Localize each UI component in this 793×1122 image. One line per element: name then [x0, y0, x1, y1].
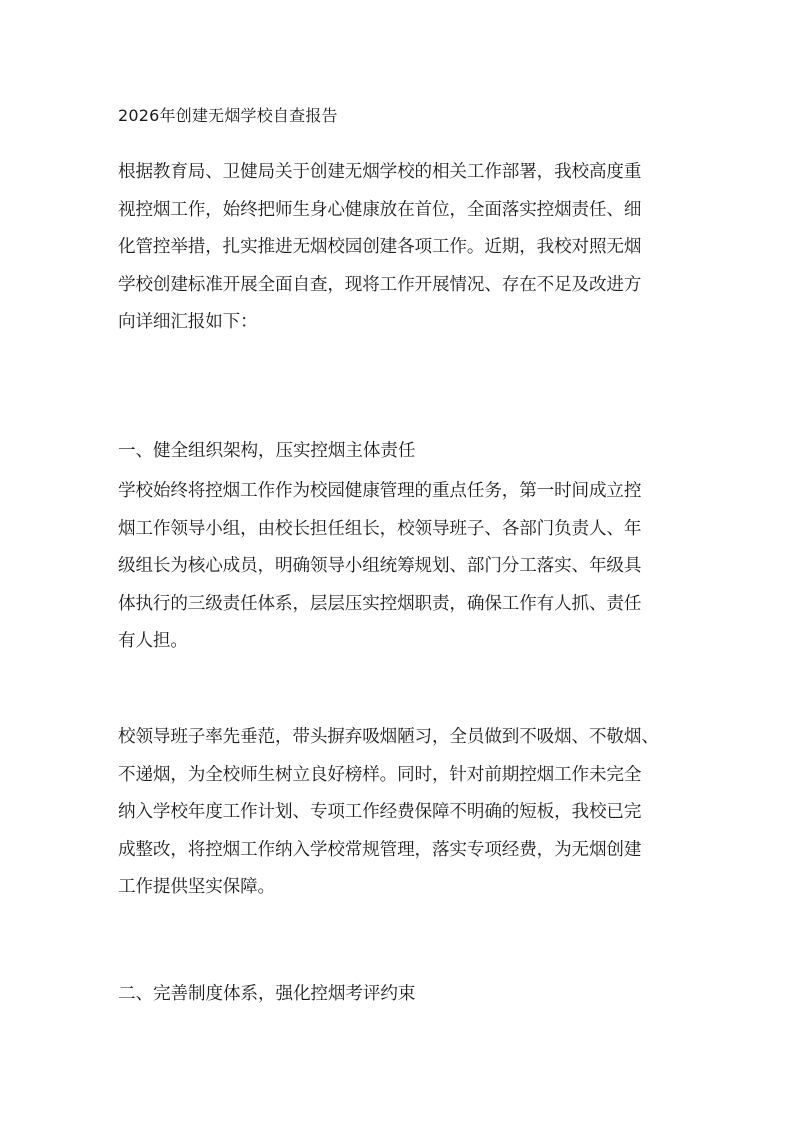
section-heading: 一、健全组织架构，压实控烟主体责任 — [118, 441, 416, 461]
text-line: 化管控举措，扎实推进无烟校园创建各项工作。近期，我校对照无烟 — [118, 237, 642, 257]
document-title: 2026年创建无烟学校自查报告 — [118, 106, 338, 125]
intro-paragraph — [118, 154, 678, 342]
text-line: 学校始终将控烟工作作为校园健康管理的重点任务，第一时间成立控 — [118, 481, 642, 501]
text-line: 向详细汇报如下： — [118, 312, 258, 332]
text-line: 视控烟工作，始终把师生身心健康放在首位，全面落实控烟责任、细 — [118, 199, 642, 220]
text-line: 纳入学校年度工作计划、专项工作经费保障不明确的短板，我校已完 — [118, 802, 642, 822]
text-line: 不递烟，为全校师生树立良好榜样。同时，针对前期控烟工作未完全 — [118, 764, 642, 785]
text-line: 成整改，将控烟工作纳入学校常规管理，落实专项经费，为无烟创建 — [118, 839, 642, 860]
text-line: 根据教育局、卫健局关于创建无烟学校的相关工作部署，我校高度重 — [118, 162, 642, 182]
text-line: 有人担。 — [118, 631, 188, 651]
text-line: 校领导班子率先垂范，带头摒弃吸烟陋习，全员做到不吸烟、不敬烟、 — [118, 727, 659, 747]
section1-paragraph-2 — [118, 719, 678, 907]
text-line: 工作提供坚实保障。 — [118, 877, 275, 897]
section-heading: 二、完善制度体系，强化控烟考评约束 — [118, 984, 416, 1004]
text-line: 体执行的三级责任体系，层层压实控烟职责，确保工作有人抓、责任 — [118, 593, 642, 614]
text-line: 学校创建标准开展全面自查，现将工作开展情况、存在不足及改进方 — [118, 274, 642, 295]
text-line: 级组长为核心成员，明确领导小组统筹规划、部门分工落实、年级具 — [118, 556, 642, 576]
section1-paragraph-1 — [118, 473, 678, 661]
text-line: 烟工作领导小组，由校长担任组长，校领导班子、各部门负责人、年 — [118, 518, 642, 539]
